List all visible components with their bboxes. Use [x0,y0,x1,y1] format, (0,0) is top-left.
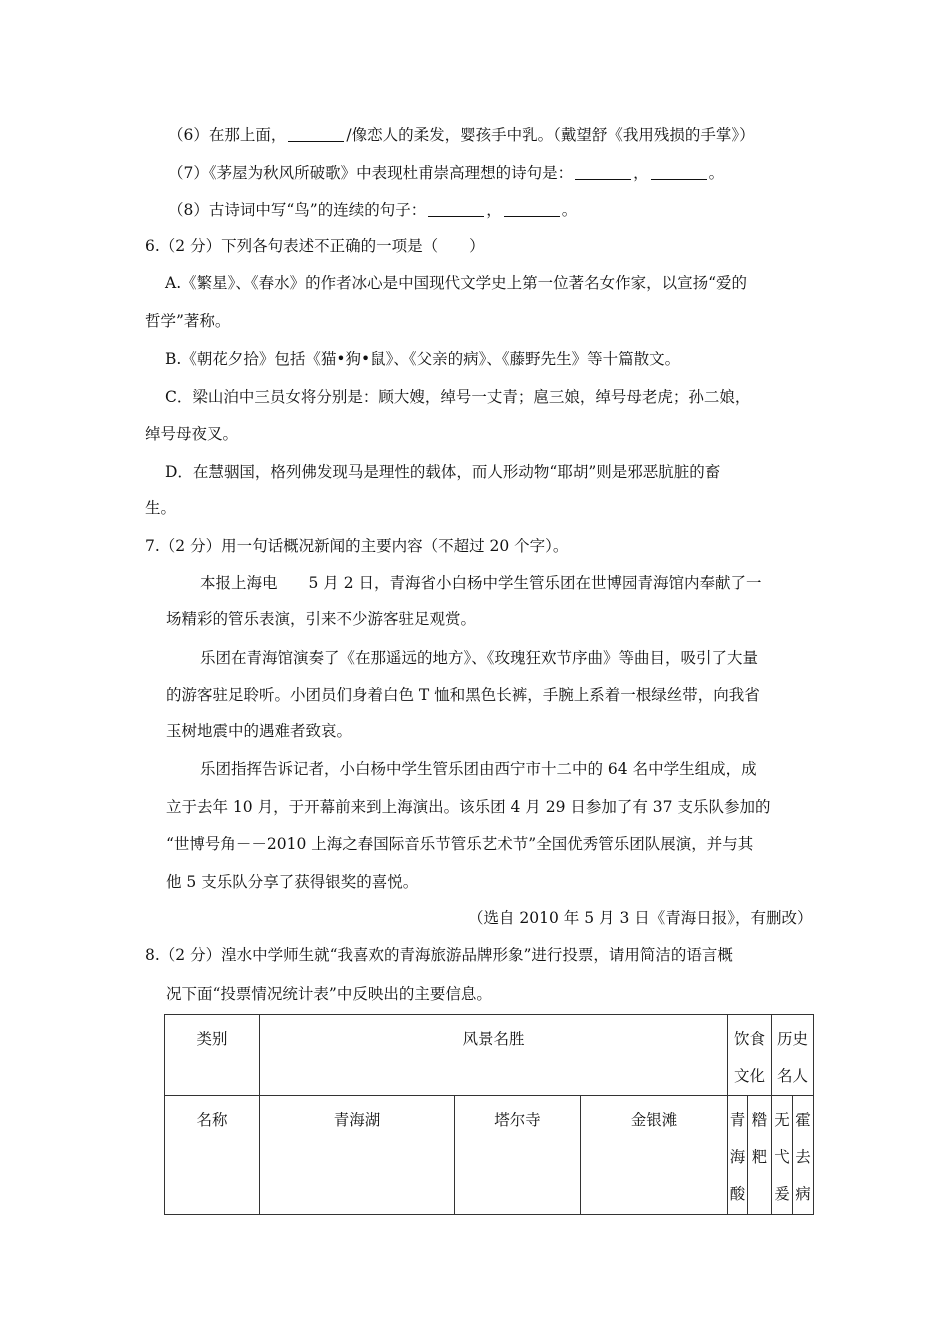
vote-statistics-table [164,1014,814,1215]
option-c-cont: 绰号母夜叉。 [145,425,239,443]
table-cell: 塔尔寺 [455,1096,581,1215]
header-food: 饮食文化 [728,1015,772,1096]
header-category: 类别 [165,1015,260,1096]
question-6-stem: 6.（2 分）下列各句表述不正确的一项是（ ） [145,237,485,255]
answer-blank[interactable] [575,164,631,180]
news-paragraph-1: 本报上海电 5 月 2 日，青海省小白杨中学生管乐团在世博园青海馆内奉献了一 [200,574,762,592]
table-cell: 糌粑 [748,1096,772,1215]
option-d-cont: 生。 [145,499,177,517]
news-paragraph-1-cont: 场精彩的管乐表演，引来不少游客驻足观赏。 [166,610,477,628]
header-scenery: 风景名胜 [260,1015,728,1096]
table-cell: 金银滩 [581,1096,728,1215]
news-paragraph-3-cont: 立于去年 10 月，于开幕前来到上海演出。该乐团 4 月 29 日参加了有 37 支乐队参加的 [166,798,771,816]
question-7-stem: 7.（2 分）用一句话概况新闻的主要内容（不超过 20 个字）。 [145,537,569,555]
table-cell: 无弋爰 [772,1096,793,1215]
row-label: 名称 [165,1096,260,1215]
table-cell: 青海酸 [728,1096,748,1215]
option-b[interactable]: B.《朝花夕拾》包括《猫•狗•鼠》、《父亲的病》、《藤野先生》等十篇散文。 [165,350,681,368]
q5-item-6: （6）在那上面， /像恋人的柔发，婴孩手中乳。（戴望舒《我用残损的手掌》） [168,126,755,144]
news-source: （选自 2010 年 5 月 3 日《青海日报》，有删改） [468,909,813,927]
table-cell: 霍去病 [793,1096,814,1215]
answer-blank[interactable] [428,201,484,217]
question-8-stem-cont: 况下面“投票情况统计表”中反映出的主要信息。 [166,985,492,1003]
news-paragraph-2: 乐团在青海馆演奏了《在那遥远的地方》、《玫瑰狂欢节序曲》等曲目，吸引了大量 [200,649,759,667]
header-history: 历史名人 [772,1015,814,1096]
table-header-row [165,1015,814,1096]
question-8-stem: 8.（2 分）湟水中学师生就“我喜欢的青海旅游品牌形象”进行投票，请用简洁的语言概 [145,946,733,964]
option-a-cont: 哲学”著称。 [145,312,231,330]
option-d[interactable]: D．在慧骃国，格列佛发现马是理性的载体，而人形动物“耶胡”则是邪恶肮脏的畜 [165,463,721,481]
answer-blank[interactable] [651,164,707,180]
answer-blank[interactable] [504,201,560,217]
table-row [165,1096,814,1215]
answer-blank[interactable] [288,126,344,142]
news-paragraph-2-cont: 的游客驻足聆听。小团员们身着白色 T 恤和黑色长裤，手腕上系着一根绿丝带，向我省 [166,686,760,704]
news-paragraph-3-cont: 他 5 支乐队分享了获得银奖的喜悦。 [166,873,419,891]
option-a[interactable]: A.《繁星》、《春水》的作者冰心是中国现代文学史上第一位著名女作家，以宣扬“爱的 [165,274,748,292]
q5-item-8: （8）古诗词中写“鸟”的连续的句子： ， 。 [168,201,578,219]
q5-item-7: （7）《茅屋为秋风所破歌》中表现杜甫崇高理想的诗句是： ， 。 [168,164,725,182]
option-c[interactable]: C．梁山泊中三员女将分别是：顾大嫂，绰号一丈青；扈三娘，绰号母老虎；孙二娘， [165,388,751,406]
table-cell: 青海湖 [260,1096,455,1215]
news-paragraph-3: 乐团指挥告诉记者，小白杨中学生管乐团由西宁市十二中的 64 名中学生组成，成 [200,760,757,778]
news-paragraph-3-cont: “世博号角－－2010 上海之春国际音乐节管乐艺术节”全国优秀管乐团队展演，并与其 [166,835,754,853]
news-paragraph-2-cont: 玉树地震中的遇难者致哀。 [166,722,353,740]
